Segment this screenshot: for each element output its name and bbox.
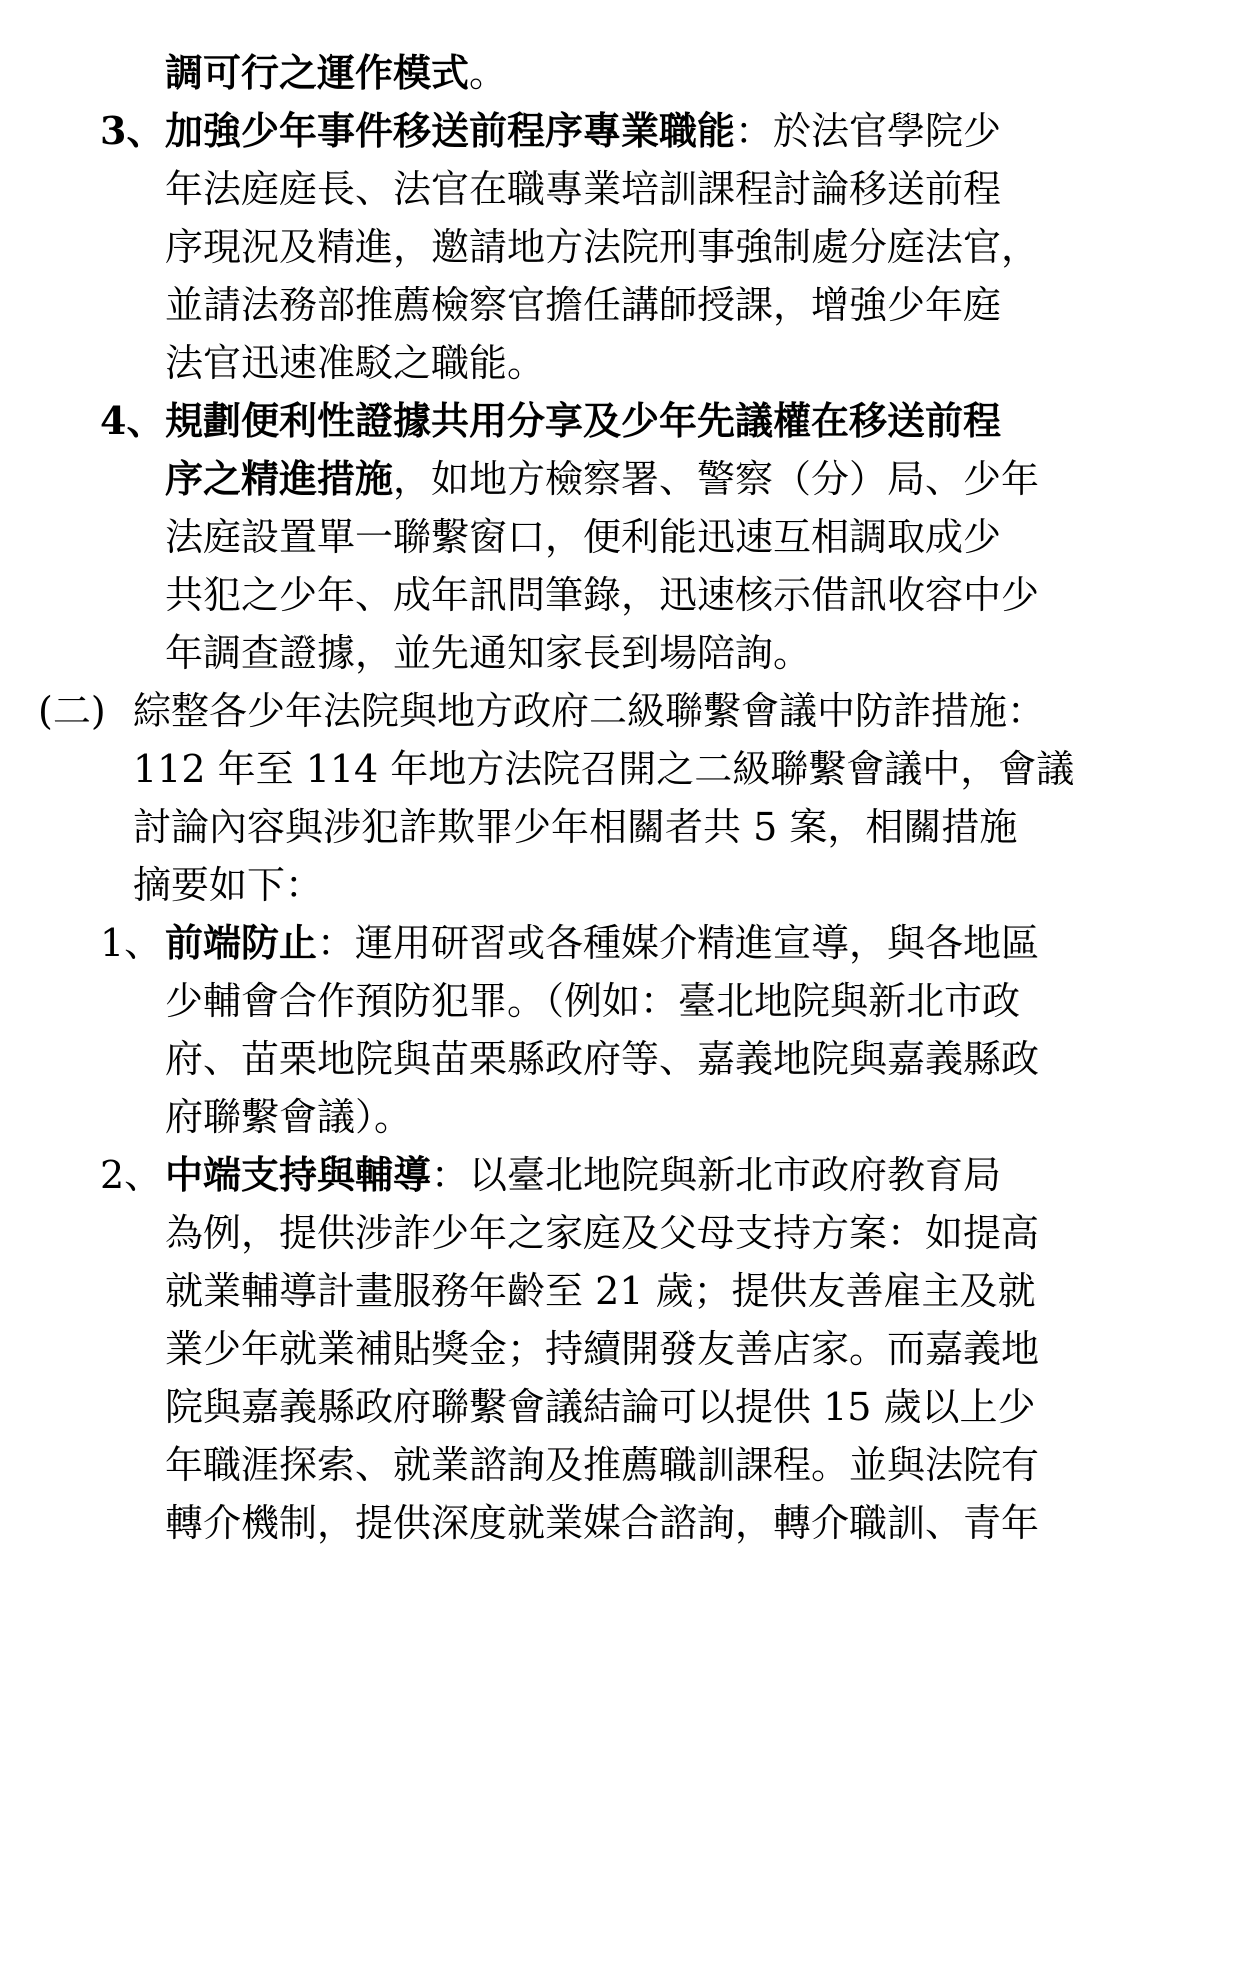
text-line: 共犯之少年、成年訊問筆錄，迅速核示借訊收容中少 [165, 573, 1040, 617]
text-line: 討論內容與涉犯詐欺罪少年相關者共 5 案，相關措施 [133, 805, 1018, 849]
text-line: 為例，提供涉詐少年之家庭及父母支持方案：如提高 [165, 1211, 1040, 1255]
text-line: 前端防止：運用研習或各種媒介精進宣導，與各地區 [165, 920, 1040, 965]
text-line: 摘要如下： [133, 863, 324, 907]
text-line: 並請法務部推薦檢察官擔任講師授課，增強少年庭 [165, 283, 1002, 327]
item-number-2: 2、 [100, 1153, 163, 1197]
section-number-2: (二) [38, 689, 106, 733]
text-line: 112 年至 114 年地方法院召開之二級聯繫會議中，會議 [133, 747, 1075, 791]
text-line: 年法庭庭長、法官在職專業培訓課程討論移送前程 [165, 167, 1002, 211]
text-line: 序之精進措施，如地方檢察署、警察（分）局、少年 [165, 456, 1040, 501]
text-line: 序現況及精進，邀請地方法院刑事強制處分庭法官， [165, 225, 1040, 269]
text-line: 加強少年事件移送前程序專業職能：於法官學院少 [165, 108, 1002, 153]
text-line: 府、苗栗地院與苗栗縣政府等、嘉義地院與嘉義縣政 [165, 1037, 1040, 1081]
item-number-1: 1、 [100, 921, 163, 965]
text-line: 法官迅速准駁之職能。 [165, 341, 546, 385]
text-line: 業少年就業補貼獎金；持續開發友善店家。而嘉義地 [165, 1327, 1040, 1371]
text-line: 院與嘉義縣政府聯繫會議結論可以提供 15 歲以上少 [165, 1385, 1036, 1429]
item-number-3: 3、 [100, 108, 165, 153]
text-line: 轉介機制，提供深度就業媒合諮詢，轉介職訓、青年 [165, 1501, 1040, 1545]
text-line: 法庭設置單一聯繫窗口，便利能迅速互相調取成少 [165, 515, 1002, 559]
text-line: 規劃便利性證據共用分享及少年先議權在移送前程 [165, 398, 1002, 443]
text-line: 就業輔導計畫服務年齡至 21 歲；提供友善雇主及就 [165, 1269, 1036, 1313]
text-line: 年職涯探索、就業諮詢及推薦職訓課程。並與法院有 [165, 1443, 1040, 1487]
item-number-4: 4、 [100, 398, 165, 443]
text-line: 中端支持與輔導：以臺北地院與新北市政府教育局 [165, 1152, 1002, 1197]
text-line: 府聯繫會議）。 [165, 1095, 413, 1139]
text-line: 調可行之運作模式。 [165, 50, 508, 95]
text-line: 年調查證據，並先通知家長到場陪詢。 [165, 631, 812, 675]
text-line: 少輔會合作預防犯罪。（例如：臺北地院與新北市政 [165, 979, 1021, 1023]
text-line: 綜整各少年法院與地方政府二級聯繫會議中防詐措施： [133, 689, 1046, 733]
